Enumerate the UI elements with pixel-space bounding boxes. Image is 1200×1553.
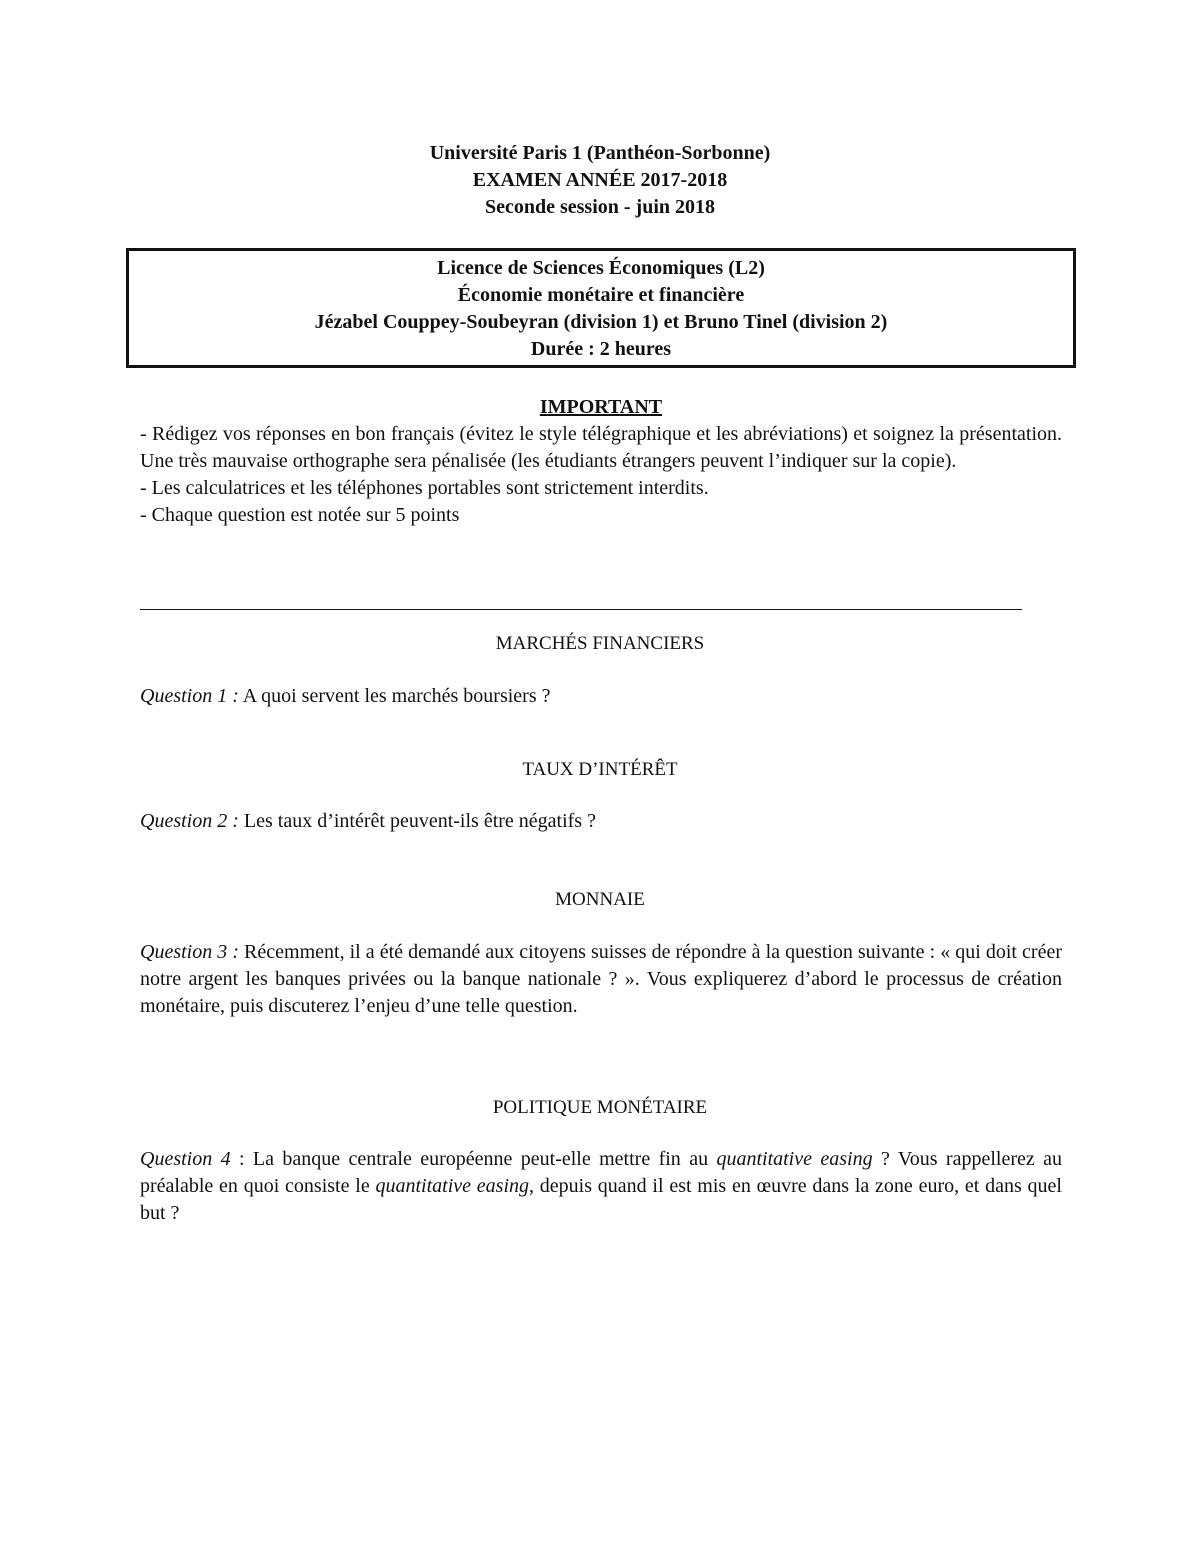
university-name: Université Paris 1 (Panthéon-Sorbonne): [429, 142, 771, 164]
question-2-label: Question 2 :: [140, 810, 239, 832]
question-3-text: Récemment, il a été demandé aux citoyens suisses de répondre à la question suivante : « qui doit créer notre argent les banques privées ou la banque nationale ? ». Vous expliquerez d’abord le processus de création monétaire, puis discuterez l’enjeu d’une telle question.: [140, 941, 1062, 1017]
question-1: [140, 683, 1062, 710]
question-1-label: Question 1 :: [140, 685, 239, 707]
question-3: [140, 939, 1062, 1020]
section-title-monnaie: MONNAIE: [555, 889, 645, 910]
question-4-label: Question 4: [140, 1148, 231, 1170]
exam-duration: Durée : 2 heures: [530, 338, 672, 360]
question-3-label: Question 3 :: [140, 941, 239, 963]
course-name: Économie monétaire et financière: [457, 284, 745, 306]
question-4-text-part-3: , depuis quand il est mis en œuvre dans la zone euro, et dans quel but ?: [140, 1175, 1062, 1224]
important-item-3: - Chaque question est notée sur 5 points: [140, 504, 460, 526]
question-4-text-part-1: : La banque centrale européenne peut-elle mettre fin au: [230, 1148, 717, 1170]
question-4: [140, 1146, 1062, 1227]
section-title-politique-monetaire: POLITIQUE MONÉTAIRE: [492, 1097, 708, 1118]
section-title-taux-interet: TAUX D’INTÉRÊT: [522, 759, 678, 780]
question-2-text: Les taux d’intérêt peuvent-ils être négatifs ?: [238, 810, 596, 832]
horizontal-divider: [140, 609, 1022, 610]
question-4-term-1: quantitative easing: [716, 1148, 873, 1170]
course-info-box: [126, 248, 1076, 368]
question-1-text: A quoi servent les marchés boursiers ?: [238, 685, 551, 707]
exam-header: [0, 140, 1200, 221]
question-4-term-2: quantitative easing: [375, 1175, 529, 1197]
important-item-2: - Les calculatrices et les téléphones portables sont strictement interdits.: [140, 477, 709, 499]
question-2: [140, 808, 1062, 835]
degree-name: Licence de Sciences Économiques (L2): [437, 257, 765, 279]
exam-session: Seconde session - juin 2018: [484, 196, 716, 218]
section-title-marches-financiers: MARCHÉS FINANCIERS: [495, 633, 705, 654]
question-4-text-part-2: ? Vous rappellerez au préalable en quoi consiste le: [140, 1148, 1062, 1197]
important-notice: [140, 394, 1062, 529]
important-item-1: - Rédigez vos réponses en bon français (évitez le style télégraphique et les abréviations) et soignez la présentation. Une très mauvaise orthographe sera pénalisée (les étudiants étrangers peuvent l’indiquer sur la copie).: [140, 423, 1062, 472]
instructors: Jézabel Couppey-Soubeyran (division 1) et Bruno Tinel (division 2): [314, 311, 888, 333]
important-title: IMPORTANT: [539, 396, 663, 418]
exam-year: EXAMEN ANNÉE 2017-2018: [472, 169, 728, 191]
